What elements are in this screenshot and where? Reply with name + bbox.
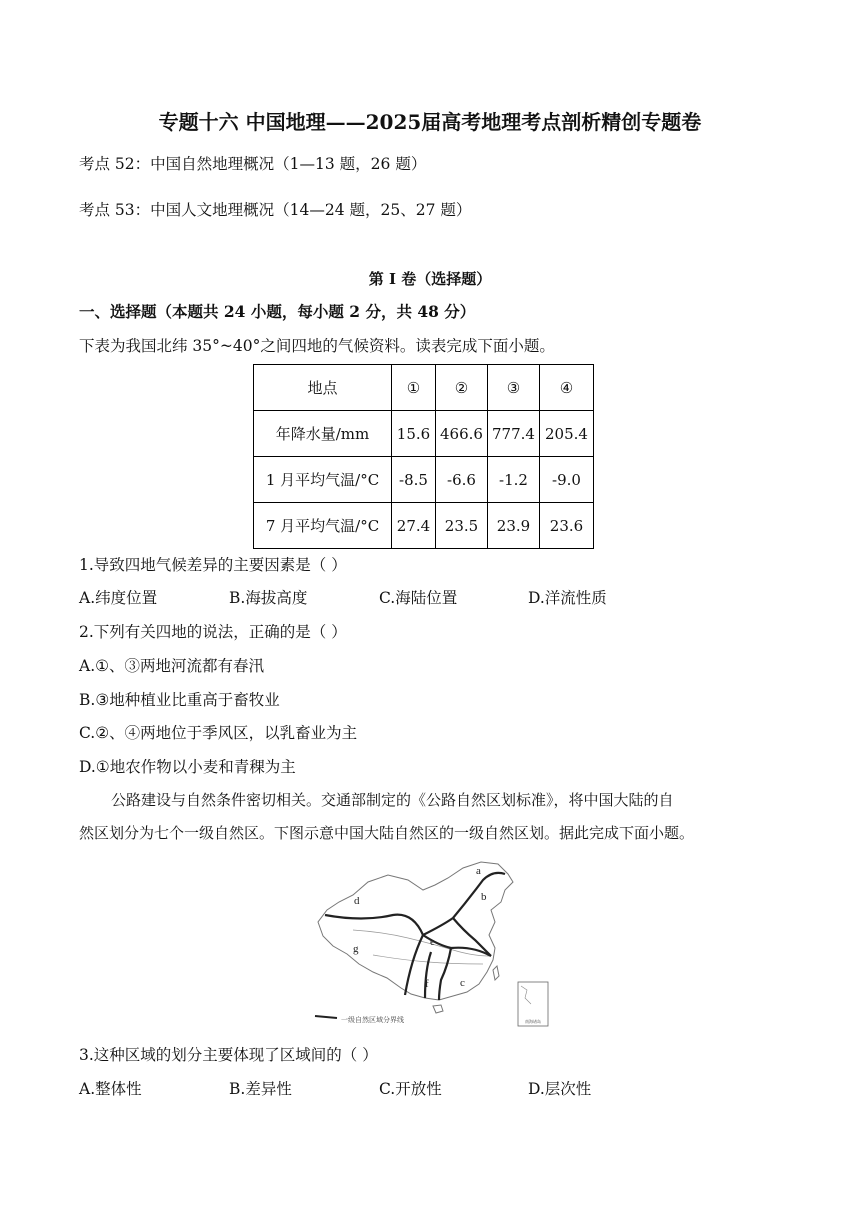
section-heading: 一、选择题（本题共 24 小题，每小题 2 分，共 48 分） [79,302,476,321]
region-label-b: b [481,891,487,903]
q1-option-d[interactable]: D.洋流性质 [528,589,607,607]
question-2-stem: 2.下列有关四地的说法，正确的是（ ） [79,623,347,641]
boundary-line [423,873,505,935]
intro-text-2-line-2: 然区划分为七个一级自然区。下图示意中国大陆自然区的一级自然区划。据此完成下面小题。 [79,824,695,842]
q1-option-c[interactable]: C.海陆位置 [379,589,458,607]
table-cell: -6.6 [436,457,488,503]
q1-option-b[interactable]: B.海拔高度 [229,589,308,607]
q3-option-d[interactable]: D.层次性 [528,1080,592,1098]
table-cell: 23.9 [488,503,540,549]
region-label-e: e [430,936,435,948]
intro-text-2-line-1: 公路建设与自然条件密切相关。交通部制定的《公路自然区划标准》，将中国大陆的自 [111,791,674,809]
region-label-g: g [353,943,359,955]
china-region-map [313,860,553,1030]
table-cell: 205.4 [540,411,594,457]
legend-label: 一级自然区域分界线 [341,1016,404,1024]
legend-line-symbol [315,1016,337,1018]
table-row [254,503,594,549]
region-label-c: c [460,977,465,989]
table-cell: 15.6 [392,411,436,457]
q1-option-a[interactable]: A.纬度位置 [79,589,158,607]
region-label-a: a [476,865,481,877]
boundary-line [453,918,491,956]
q2-option-b[interactable]: B.③地种植业比重高于畜牧业 [79,691,280,709]
region-label-d: d [354,895,360,907]
climate-table [253,364,594,549]
kaodian-52: 考点 52：中国自然地理概况（1—13 题，26 题） [79,155,427,173]
table-row [254,457,594,503]
table-cell: 7 月平均气温/°C [254,503,392,549]
boundary-line [439,948,451,1000]
q3-option-a[interactable]: A.整体性 [79,1080,142,1098]
table-cell: -1.2 [488,457,540,503]
table-cell: 27.4 [392,503,436,549]
q2-option-d[interactable]: D.①地农作物以小麦和青稞为主 [79,758,296,776]
juan-title: 第 I 卷（选择题） [368,270,492,288]
table-header-cell: 地点 [254,365,392,411]
question-3-stem: 3.这种区域的划分主要体现了区域间的（ ） [79,1046,378,1064]
table-cell: 23.5 [436,503,488,549]
table-cell: -8.5 [392,457,436,503]
q2-option-c[interactable]: C.②、④两地位于季风区，以乳畜业为主 [79,724,358,742]
inset-coast [521,986,531,1004]
q2-option-a[interactable]: A.①、③两地河流都有春汛 [79,657,265,675]
table-cell: 23.6 [540,503,594,549]
q3-option-c[interactable]: C.开放性 [379,1080,442,1098]
table-header-cell: ④ [540,365,594,411]
table-header-cell: ③ [488,365,540,411]
table-cell: 777.4 [488,411,540,457]
hainan-island [433,1005,443,1013]
question-1-stem: 1.导致四地气候差异的主要因素是（ ） [79,556,347,574]
taiwan-island [493,966,499,980]
page-title: 专题十六 中国地理——2025届高考地理考点剖析精创专题卷 [158,110,702,134]
inset-label: 南海诸岛 [525,1019,541,1024]
table-cell: 年降水量/mm [254,411,392,457]
table-cell: 466.6 [436,411,488,457]
table-header-cell: ② [436,365,488,411]
intro-text-1: 下表为我国北纬 35°~40°之间四地的气候资料。读表完成下面小题。 [79,337,555,355]
table-row [254,411,594,457]
table-header-cell: ① [392,365,436,411]
region-label-f: f [425,978,429,990]
table-header-row [254,365,594,411]
table-cell: -9.0 [540,457,594,503]
kaodian-53: 考点 53：中国人文地理概况（14—24 题，25、27 题） [79,201,472,219]
boundary-line [425,952,431,998]
china-outline [318,862,513,1000]
table-cell: 1 月平均气温/°C [254,457,392,503]
q3-option-b[interactable]: B.差异性 [229,1080,292,1098]
boundary-line [405,935,423,995]
